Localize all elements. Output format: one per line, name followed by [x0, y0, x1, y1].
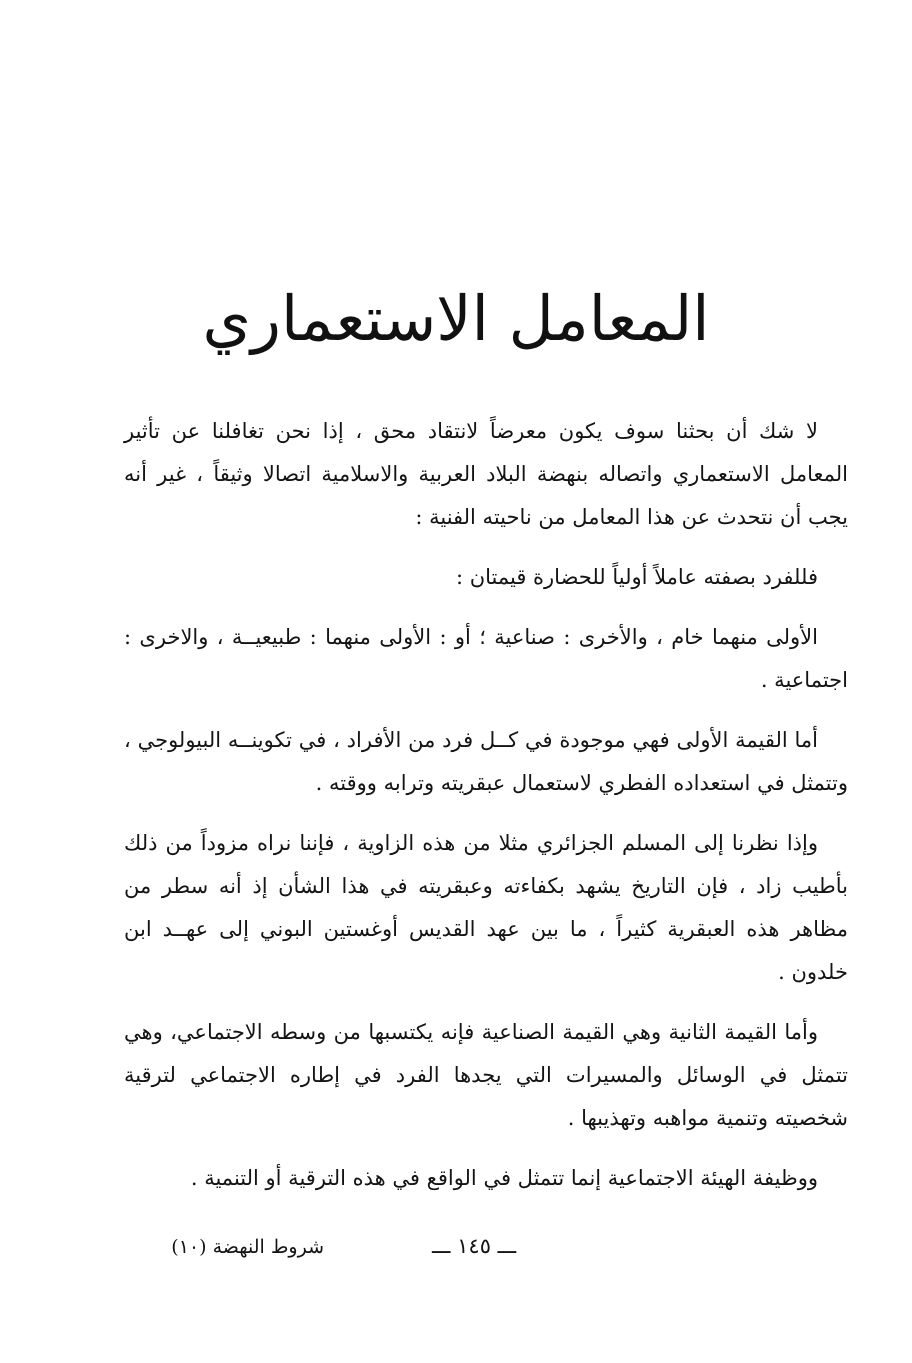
paragraph: أما القيمة الأولى فهي موجودة في كــل فرد من الأفراد ، في تكوينــه البيولوجي ، وتتمثل في استعداده الفطري لاستعمال عبقريته وترابه ووقته . [124, 728, 848, 795]
paragraph: فللفرد بصفته عاملاً أولياً للحضارة قيمتان : [455, 565, 818, 589]
running-footer-title: شروط النهضة (١٠) [171, 1236, 324, 1258]
paragraph: ووظيفة الهيئة الاجتماعية إنما تتمثل في الواقع في هذه الترقية أو التنمية . [190, 1166, 818, 1190]
paragraph: وأما القيمة الثانية وهي القيمة الصناعية فإنه يكتسبها من وسطه الاجتماعي، وهي تتمثل في الوسائل والمسيرات التي يجدها الفرد في إطاره الاجتماعي لترقية شخصيته وتنمية مواهبه وتهذيبها . [124, 1020, 848, 1130]
chapter-title: المعامل الاستعماري [202, 281, 710, 355]
page-footer [0, 1236, 912, 1276]
paragraph: لا شك أن بحثنا سوف يكون معرضاً لانتقاد محق ، إذا نحن تغافلنا عن تأثير المعامل الاستعماري واتصاله بنهضة البلاد العربية والاسلامية اتصالا وثيقاً ، غير أنه يجب أن نتحدث عن هذا المعامل من ناحيته الفنية : [124, 419, 848, 529]
page-number: ـــ ١٤٥ ـــ [432, 1234, 517, 1258]
paragraph: وإذا نظرنا إلى المسلم الجزائري مثلا من هذه الزاوية ، فإننا نراه مزوداً من ذلك بأطيب زاد ، فإن التاريخ يشهد بكفاءته وعبقريته في هذا الشأن إذ أنه سطر من مظاهر هذه العبقرية كثيراً ، ما بين عهد القديس أوغستين البوني إلى عهــد ابن خلدون . [124, 831, 848, 984]
paragraph: الأولى منهما خام ، والأخرى : صناعية ؛ أو : الأولى منهما : طبيعيــة ، والاخرى : اجتماعية . [124, 625, 848, 692]
body-text [124, 410, 848, 1217]
